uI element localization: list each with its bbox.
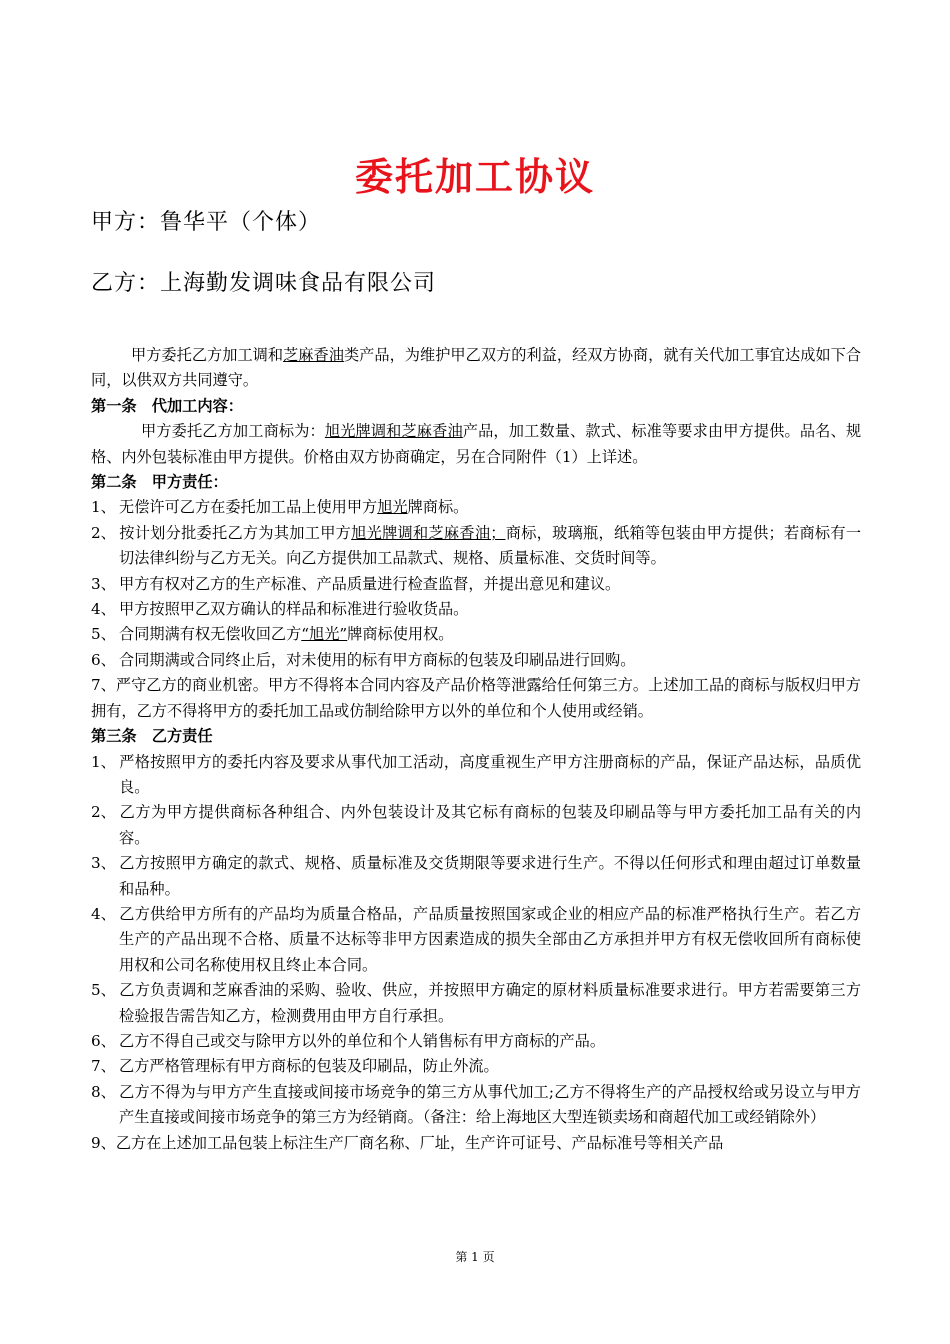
list-item: 1、 无偿许可乙方在委托加工品上使用甲方旭光牌商标。 bbox=[91, 498, 469, 517]
list-item: 2、 乙方为甲方提供商标各种组合、内外包装设计及其它标有商标的包装及印刷品等与甲方委托加工品有关的内容。 bbox=[91, 803, 861, 847]
document-title: 委托加工协议 bbox=[354, 155, 595, 199]
article-1-text: 甲方委托乙方加工商标为：旭光牌调和芝麻香油产品，加工数量、款式、标准等要求由甲方提供。品名、规格、内外包装标准由甲方提供。价格由双方协商确定，另在合同附件（1）上详述。 bbox=[91, 422, 862, 466]
list-item: 1、 严格按照甲方的委托内容及要求从事代加工活动，高度重视生产甲方注册商标的产品，保证产品达标，品质优良。 bbox=[91, 752, 861, 796]
intro-paragraph: 甲方委托乙方加工调和芝麻香油类产品，为维护甲乙双方的利益，经双方协商，就有关代加工事宜达成如下合同，以供双方共同遵守。 bbox=[91, 346, 862, 390]
party-b: 乙方：上海勤发调味食品有限公司 bbox=[91, 271, 437, 296]
contract-body bbox=[91, 343, 861, 1156]
list-item: 3、 甲方有权对乙方的生产标准、产品质量进行检查监督，并提出意见和建议。 bbox=[91, 574, 621, 593]
list-item: 7、 乙方严格管理标有甲方商标的包装及印刷品，防止外流。 bbox=[91, 1057, 499, 1076]
list-item: 3、 乙方按照甲方确定的款式、规格、质量标准及交货期限等要求进行生产。不得以任何形式和理由超过订单数量和品种。 bbox=[91, 854, 861, 898]
list-item: 5、 合同期满有权无偿收回乙方“旭光”牌商标使用权。 bbox=[91, 625, 454, 644]
list-item: 7、严守乙方的商业机密。甲方不得将本合同内容及产品价格等泄露给任何第三方。上述加工品的商标与版权归甲方拥有，乙方不得将甲方的委托加工品或仿制给除甲方以外的单位和个人使用或经销。 bbox=[91, 676, 861, 720]
list-item: 2、 按计划分批委托乙方为其加工甲方旭光牌调和芝麻香油；商标，玻璃瓶，纸箱等包装由甲方提供；若商标有一切法律纠纷与乙方无关。向乙方提供加工品款式、规格、质量标准、交货时间等。 bbox=[91, 523, 862, 568]
list-item: 9、乙方在上述加工品包装上标注生产厂商名称、厂址，生产许可证号、产品标准号等相关产品 bbox=[91, 1133, 724, 1152]
list-item: 6、 合同期满或合同终止后，对未使用的标有甲方商标的包装及印刷品进行回购。 bbox=[91, 650, 636, 669]
article-2-heading: 第二条 甲方责任： bbox=[91, 473, 228, 492]
list-item: 4、 乙方供给甲方所有的产品均为质量合格品，产品质量按照国家或企业的相应产品的标准严格执行生产。若乙方生产的产品出现不合格、质量不达标等非甲方因素造成的损失全部由乙方承担并甲方有权无偿收回所有商标使用权和公司名称使用权且终止本合同。 bbox=[91, 904, 861, 974]
list-item: 4、 甲方按照甲乙双方确认的样品和标准进行验收货品。 bbox=[91, 600, 469, 619]
article-1-heading: 第一条 代加工内容： bbox=[91, 396, 243, 415]
party-a: 甲方：鲁华平（个体） bbox=[91, 210, 322, 235]
article-3-heading: 第三条 乙方责任 bbox=[91, 727, 213, 746]
page-number: 第 1 页 bbox=[455, 1250, 495, 1264]
list-item: 6、 乙方不得自己或交与除甲方以外的单位和个人销售标有甲方商标的产品。 bbox=[91, 1031, 605, 1050]
list-item: 5、 乙方负责调和芝麻香油的采购、验收、供应，并按照甲方确定的原材料质量标准要求进行。甲方若需要第三方检验报告需告知乙方，检测费用由甲方自行承担。 bbox=[91, 981, 861, 1025]
list-item: 8、 乙方不得为与甲方产生直接或间接市场竞争的第三方从事代加工;乙方不得将生产的产品授权给或另设立与甲方产生直接或间接市场竞争的第三方为经销商。（备注：给上海地区大型连锁卖场和商超代加工或经销除外） bbox=[91, 1082, 861, 1127]
